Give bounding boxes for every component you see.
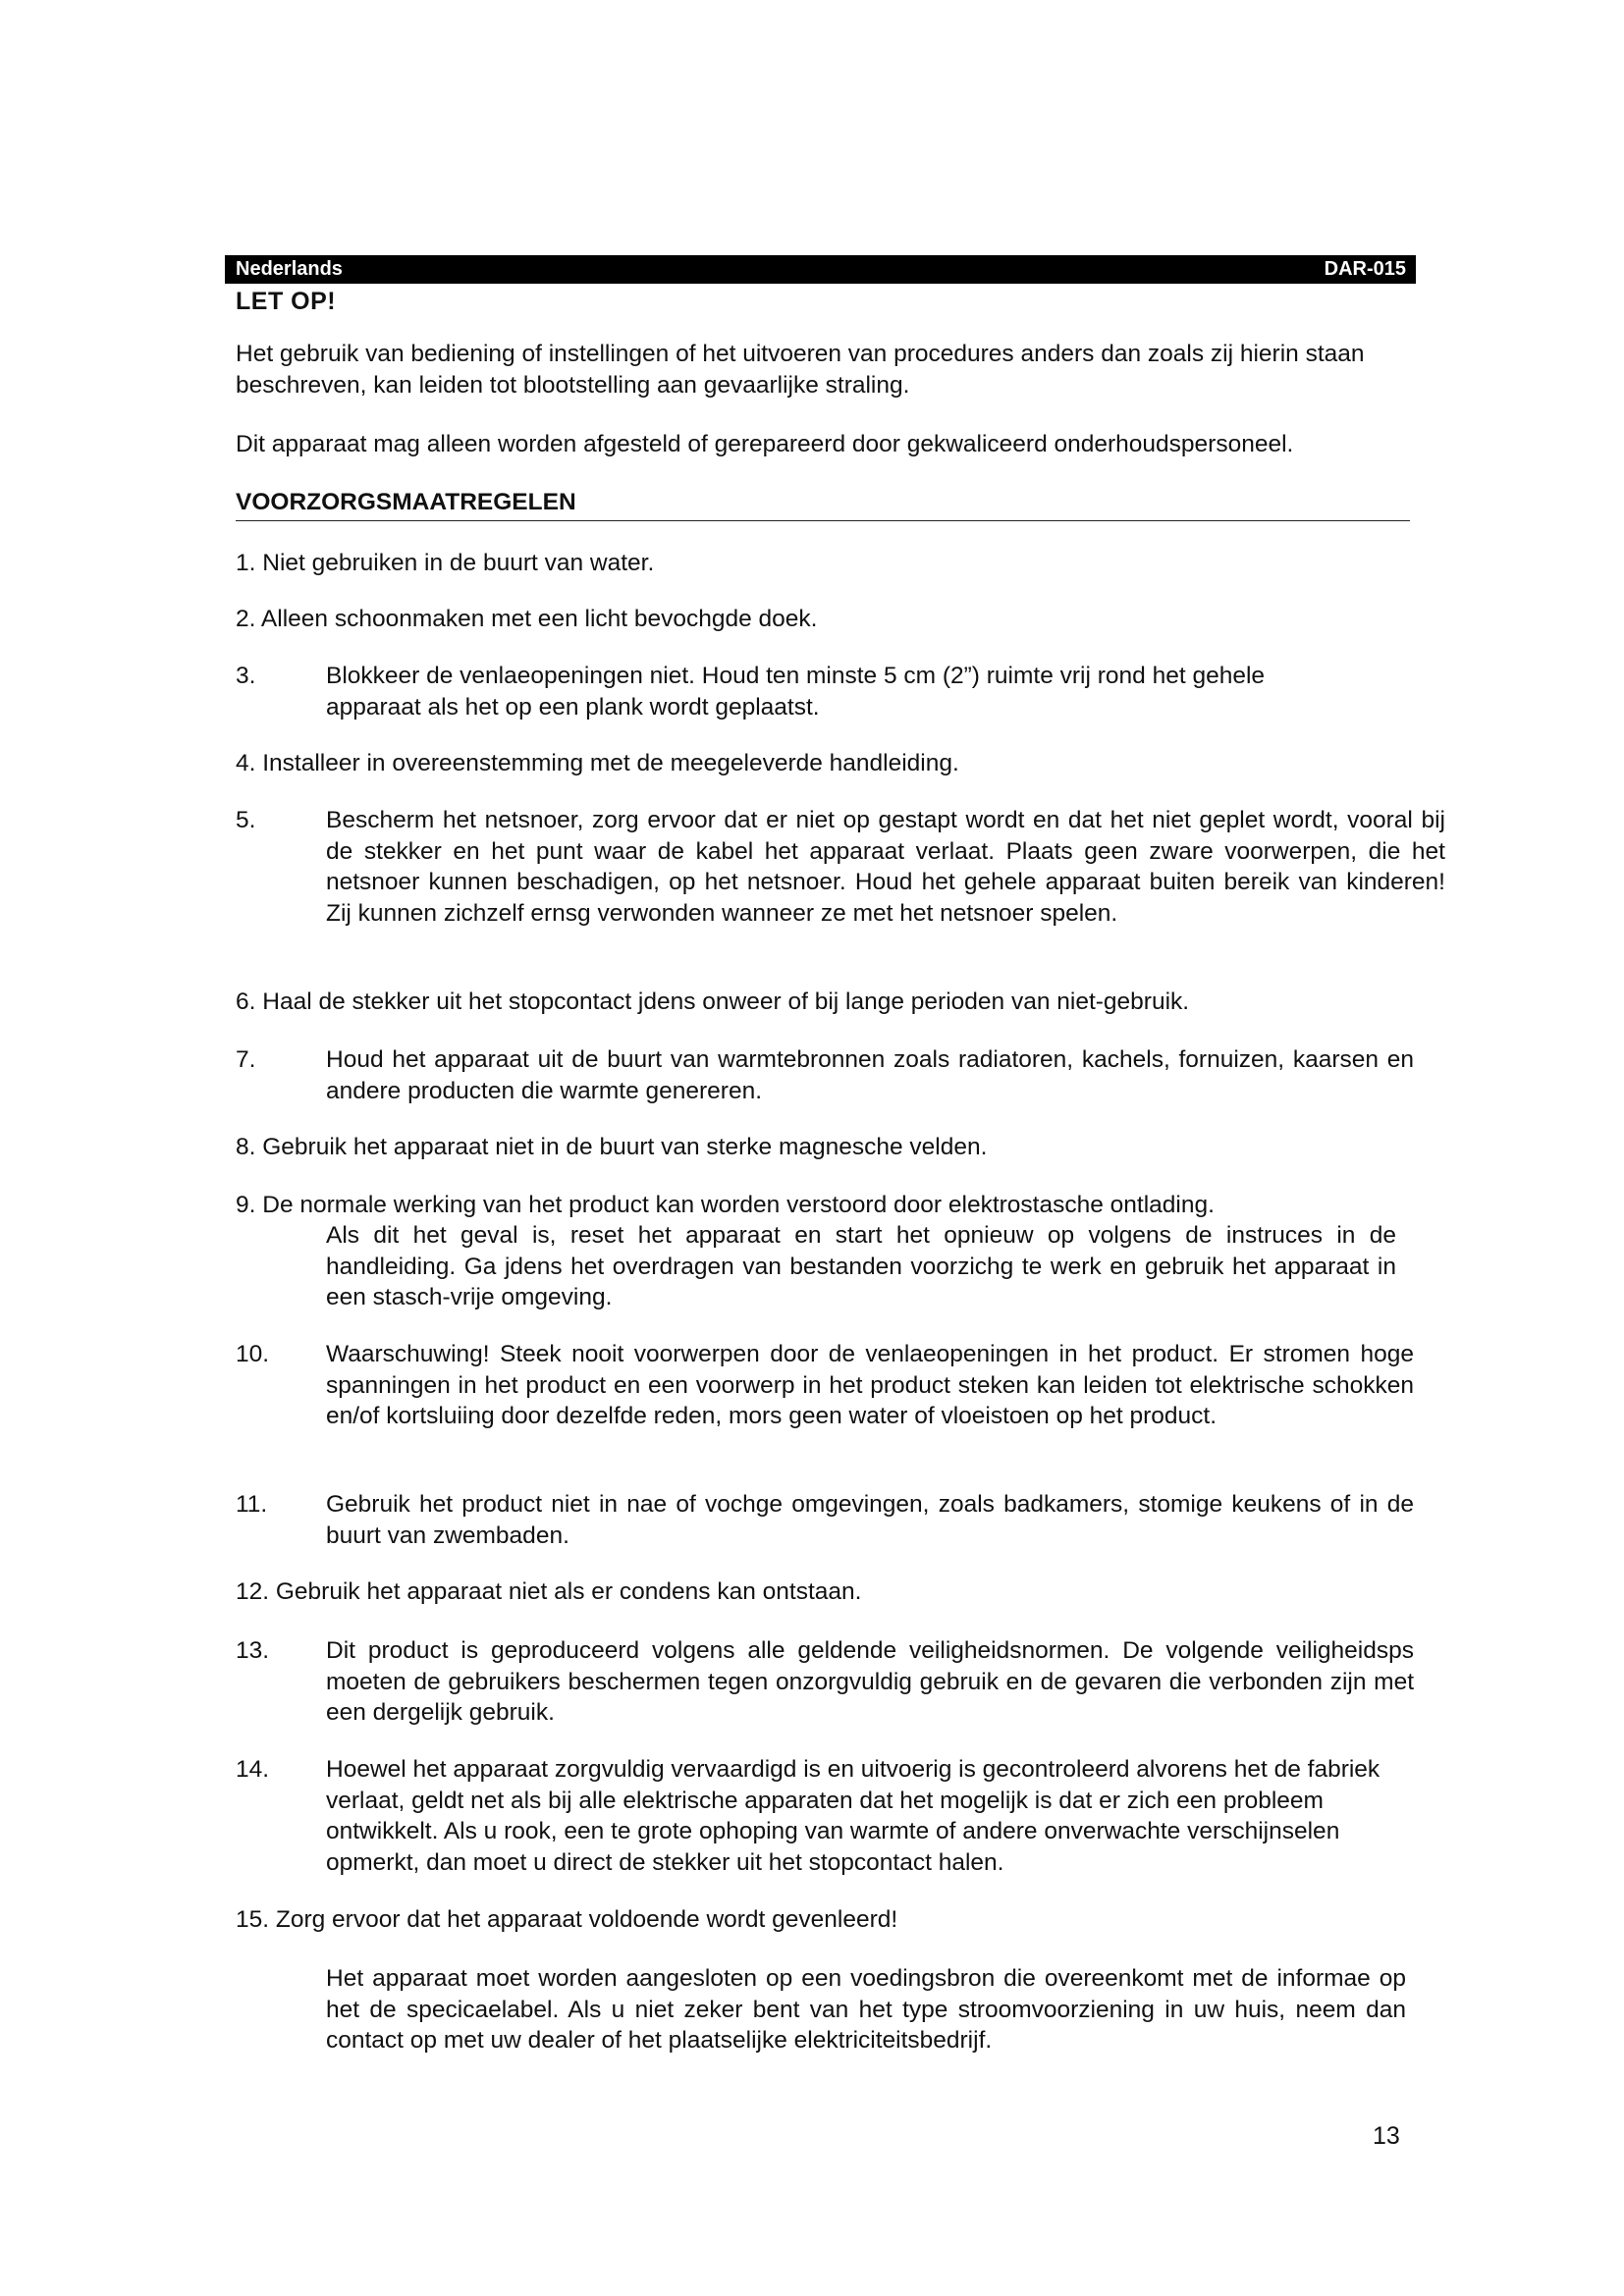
list-item-number: 7. xyxy=(236,1046,256,1073)
list-item xyxy=(236,1904,1443,1936)
list-item-text: Zorg ervoor dat het apparaat voldoende wordt gevenleerd! xyxy=(275,1906,898,1933)
list-item-text: Gebruik het apparaat niet als er condens kan ontstaan. xyxy=(275,1578,862,1605)
list-item-number: 12. xyxy=(236,1578,270,1605)
list-item-number: 13. xyxy=(236,1637,270,1664)
list-item-text: Alleen schoonmaken met een licht bevochgde doek. xyxy=(260,606,818,632)
warning-paragraph-1: Het gebruik van bediening of instellingen of het uitvoeren van procedures anders dan zoals zij hierin staan beschreven, kan leiden tot blootstelling aan gevaarlijke straling. xyxy=(236,341,1365,399)
list-item-text: Niet gebruiken in de buurt van water. xyxy=(262,550,655,576)
list-item-number: 2. xyxy=(236,606,256,632)
page-number: 13 xyxy=(1373,2122,1400,2150)
list-item-number: 11. xyxy=(236,1491,268,1518)
header-model: DAR-015 xyxy=(1324,258,1406,280)
list-item-number: 15. xyxy=(236,1906,270,1933)
header-language: Nederlands xyxy=(236,258,343,280)
list-item-text: De normale werking van het product kan worden verstoord door elektrostasche ontlading. xyxy=(262,1192,1215,1218)
header-bar xyxy=(225,255,1416,284)
list-item xyxy=(236,1576,1443,1608)
list-item xyxy=(236,604,1443,635)
list-item-number: 10. xyxy=(236,1341,270,1367)
warning-title: LET OP! xyxy=(236,288,337,315)
list-item xyxy=(236,1190,1443,1221)
precautions-title: VOORZORGSMAATREGELEN xyxy=(236,487,1410,521)
list-item xyxy=(236,1132,1443,1163)
list-item xyxy=(236,548,1443,579)
list-item-number: 5. xyxy=(236,807,256,833)
list-item-number: 4. xyxy=(236,750,256,776)
list-item xyxy=(236,1044,1414,1106)
list-item-text: Waarschuwing! Steek nooit voorwerpen door de venlaeopeningen in het product. Er stromen hoge spanningen in het product en een voorwerp in het product steken kan leiden tot elektrische schokken en/of kortsluiing door dezelfde reden, mors geen water of vloeistoen op het product. xyxy=(326,1341,1414,1429)
list-item-number: 3. xyxy=(236,663,256,689)
list-item-number: 8. xyxy=(236,1134,256,1160)
list-item xyxy=(236,1754,1414,1878)
list-item-text: Blokkeer de venlaeopeningen niet. Houd ten minste 5 cm (2”) ruimte vrij rond het gehele apparaat als het op een plank wordt geplaatst. xyxy=(326,663,1266,721)
list-item-text: Dit product is geproduceerd volgens alle geldende veiligheidsnormen. De volgende veiligheidsps moeten de gebruikers beschermen tegen onzorgvuldig gebruik en de gevaren die verbonden zijn met een dergelijk gebruik. xyxy=(326,1637,1414,1726)
list-item-number: 9. xyxy=(236,1192,256,1218)
list-item xyxy=(236,805,1445,929)
list-item-text: Hoewel het apparaat zorgvuldig vervaardigd is en uitvoerig is gecontroleerd alvorens het de fabriek verlaat, geldt net als bij alle elektrische apparaten dat het mogelijk is dat er zich een probleem ontwikkelt. Als u rook, een te grote ophoping van warmte of andere onverwachte verschijnselen opmerkt, dan moet u direct de stekker uit het stopcontact halen. xyxy=(326,1756,1380,1876)
list-item xyxy=(236,1339,1414,1432)
list-item-continuation: Als dit het geval is, reset het apparaat en start het opnieuw op volgens de instruces in de handleiding. Ga jdens het overdragen van bestanden voorzichg te werk en gebruik het apparaat in een stasch-vrije omgeving. xyxy=(326,1222,1396,1310)
list-item xyxy=(236,748,1443,779)
list-item xyxy=(236,987,1443,1018)
list-item xyxy=(236,1635,1414,1729)
closing-paragraph: Het apparaat moet worden aangesloten op een voedingsbron die overeenkomt met de informae op het de specicaelabel. Als u niet zeker bent van het type stroomvoorziening in uw huis, neem dan contact op met uw dealer of het plaatselijke elektriciteitsbedrijf. xyxy=(326,1965,1406,2054)
list-item-text: Houd het apparaat uit de buurt van warmtebronnen zoals radiatoren, kachels, fornuizen, kaarsen en andere producten die warmte genereren. xyxy=(326,1046,1414,1104)
list-item-number: 6. xyxy=(236,988,256,1015)
list-item-text: Bescherm het netsnoer, zorg ervoor dat er niet op gestapt wordt en dat het niet geplet wordt, vooral bij de stekker en het punt waar de kabel het apparaat verlaat. Plaats geen zware voorwerpen, die het netsnoer kunnen beschadigen, op het netsnoer. Houd het gehele apparaat buiten bereik van kinderen! Zij kunnen zichzelf ernsg verwonden wanneer ze met het netsnoer spelen. xyxy=(326,807,1445,927)
list-item xyxy=(236,1489,1414,1551)
list-item-text: Gebruik het apparaat niet in de buurt van sterke magnesche velden. xyxy=(262,1134,988,1160)
list-item-text: Installeer in overeenstemming met de meegeleverde handleiding. xyxy=(262,750,959,776)
list-item-number: 14. xyxy=(236,1756,270,1783)
warning-paragraph-2: Dit apparaat mag alleen worden afgesteld of gerepareerd door gekwaliceerd onderhoudspersoneel. xyxy=(236,431,1294,457)
list-item-number: 1. xyxy=(236,550,256,576)
list-item-text: Haal de stekker uit het stopcontact jdens onweer of bij lange perioden van niet-gebruik. xyxy=(262,988,1190,1015)
list-item-text: Gebruik het product niet in nae of vochge omgevingen, zoals badkamers, stomige keukens of in de buurt van zwembaden. xyxy=(326,1491,1414,1549)
list-item xyxy=(236,661,1335,722)
